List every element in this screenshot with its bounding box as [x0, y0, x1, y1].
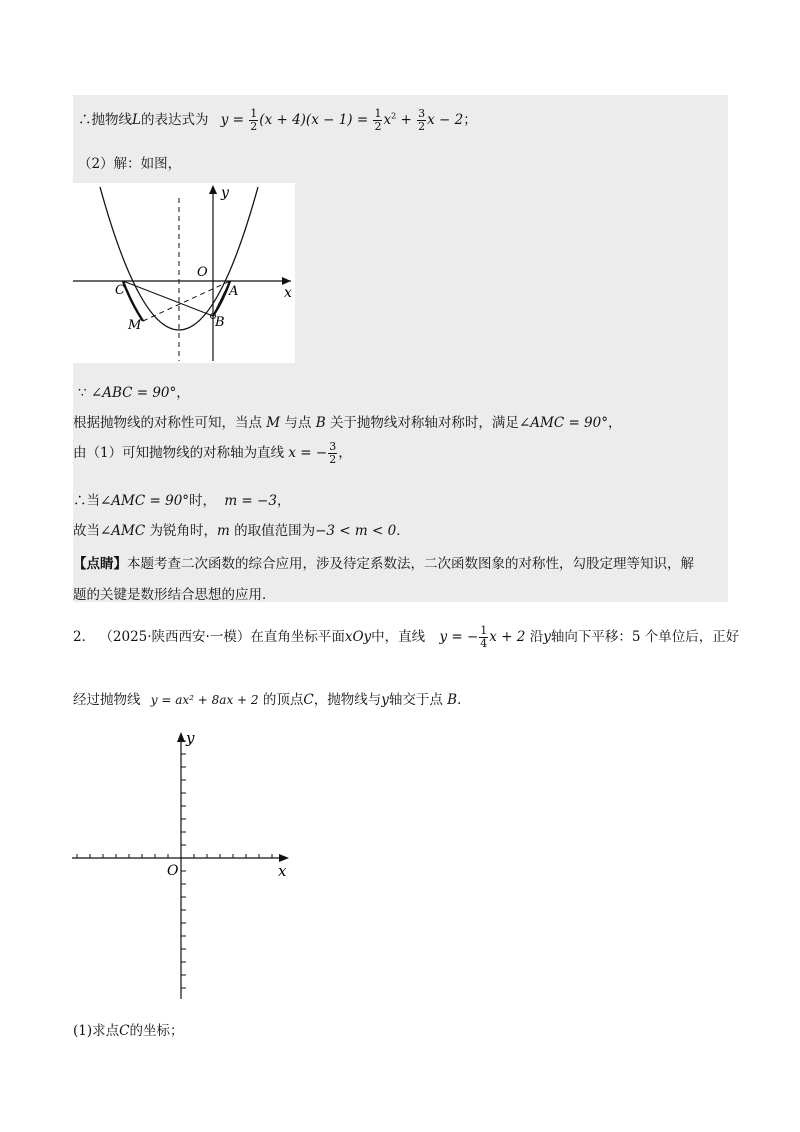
problem2-line1: 2． （2025·陕西西安·一模）在直角坐标平面xOy中，直线 y = − $\frac{1}{4}$ x + 2 沿y轴向下平移：5 个单位后，正好: [73, 624, 740, 650]
comment-line-2: 题的关键是数形结合思想的应用．: [73, 587, 276, 603]
origin-label: O: [197, 265, 208, 280]
origin-label: O: [167, 863, 179, 879]
expression-line: ∴抛物线L的表达式为 y = $\frac{1}{2}$ (x + 4)(x − 1) = $\frac{1}{2}$ $x^2$ + $\frac{3}{2}$ x − 2；: [78, 107, 477, 133]
y-label: y: [186, 729, 195, 747]
x-label: x: [278, 862, 287, 880]
when-line: ∴当∠AMC = 90°时， m = −3，: [73, 493, 291, 509]
y-label: y: [221, 185, 229, 201]
y-axis-arrow-icon: [209, 185, 217, 194]
parabola-graph: [73, 183, 295, 363]
symmetry-line: 根据抛物线的对称性可知，当点 M 与点 B 关于抛物线对称轴对称时，满足∠AMC = 90°，: [73, 415, 622, 431]
fraction: $\frac{1}{4}$: [480, 624, 488, 650]
range-line: 故当∠AMC 为锐角时，m 的取值范围为−3 < m < 0．: [73, 523, 410, 539]
point-b-label: B: [215, 315, 225, 330]
coordinate-grid-figure: [65, 727, 295, 1002]
point-c-label: C: [115, 283, 125, 298]
x-axis-arrow-icon: [279, 854, 289, 862]
fraction: $\frac{1}{2}$: [374, 107, 382, 133]
point-m-label: M: [128, 318, 142, 333]
question1-line: (1)求点C的坐标；: [73, 1023, 184, 1039]
fraction: $\frac{3}{2}$: [329, 440, 337, 466]
point-a-label: A: [229, 284, 239, 299]
because-line: ∵ ∠ABC = 90°，: [78, 385, 190, 401]
part2-heading: （2）解：如图，: [78, 156, 182, 172]
fraction: $\frac{3}{2}$: [418, 107, 426, 133]
problem2-line2: 经过抛物线 y = ax² + 8ax + 2 的顶点C，抛物线与y轴交于点 B．: [73, 692, 471, 708]
x-label: x: [284, 285, 292, 301]
parabola-figure: [73, 183, 295, 363]
x-axis-arrow-icon: [282, 277, 291, 285]
axis-line: 由（1）可知抛物线的对称轴为直线 x = − $\frac{3}{2}$ ，: [73, 440, 352, 466]
fraction: $\frac{1}{2}$: [250, 107, 258, 133]
comment-line: 【点睛】本题考查二次函数的综合应用，涉及待定系数法，二次函数图象的对称性，勾股定理等知识，解: [73, 556, 694, 572]
blank-coordinate-axes: [65, 727, 295, 1002]
